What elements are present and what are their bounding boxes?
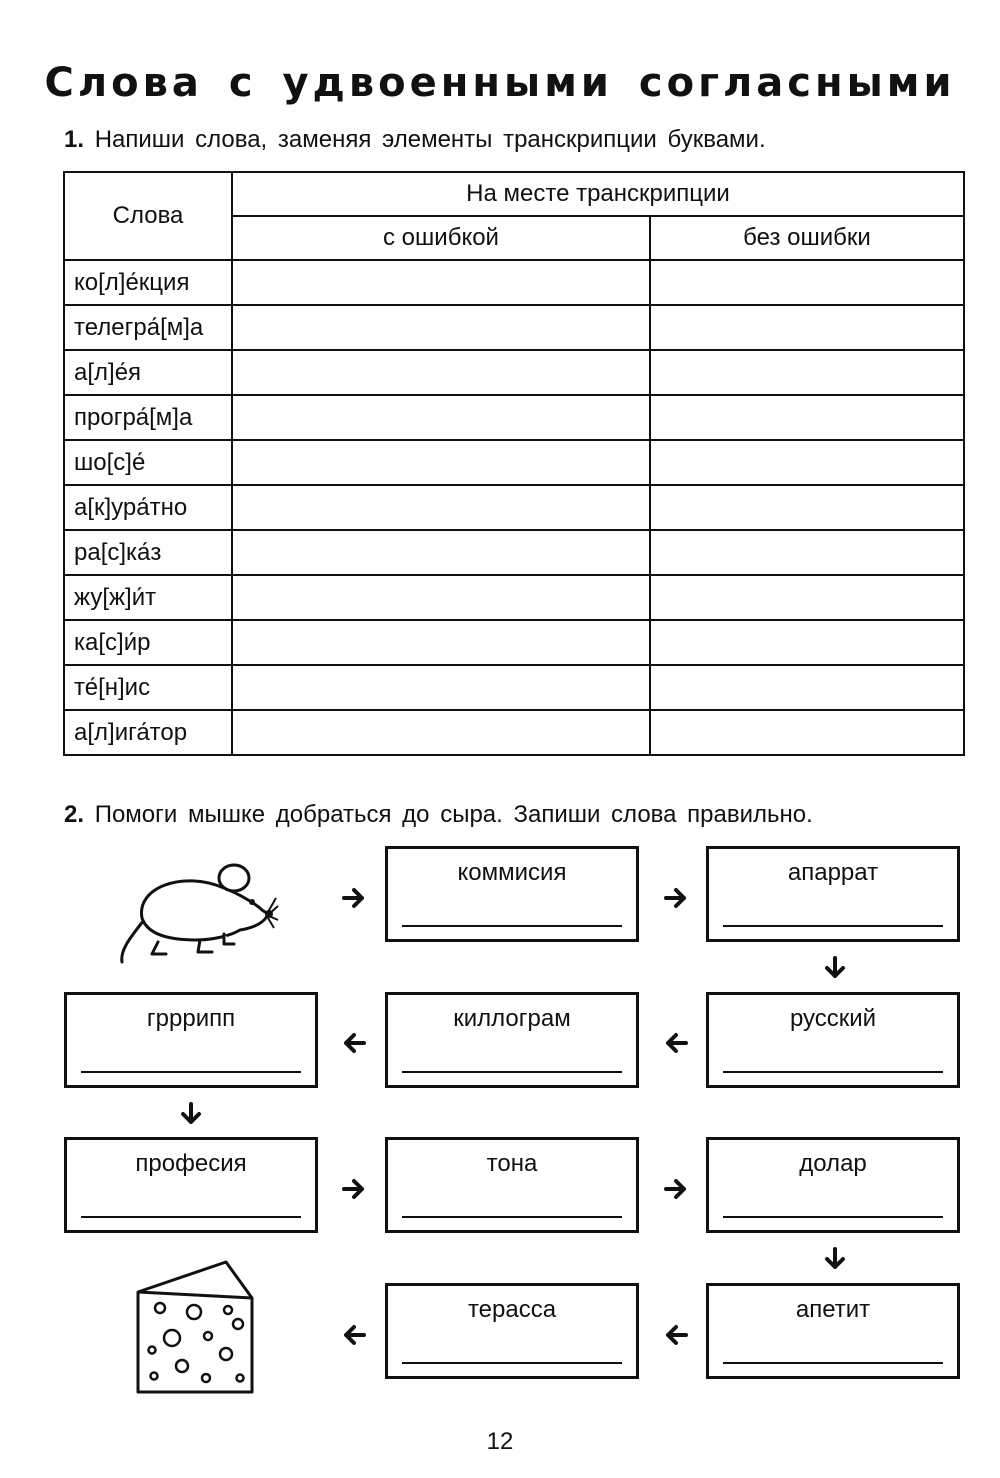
task-2-number: 2. <box>64 801 85 828</box>
answer-line[interactable] <box>402 1362 622 1364</box>
answer-cell-with-error[interactable] <box>232 305 650 350</box>
maze-word: коммисия <box>457 859 567 886</box>
answer-cell-with-error[interactable] <box>232 440 650 485</box>
arrow-down-icon <box>822 1246 848 1272</box>
maze-word: тона <box>486 1150 538 1177</box>
table-row <box>64 620 964 665</box>
answer-cell-without-error[interactable] <box>650 575 964 620</box>
row-word: а[к]ура́тно <box>64 485 232 530</box>
table-row <box>64 665 964 710</box>
header-with-error: с ошибкой <box>232 216 650 260</box>
task-1-instruction <box>64 126 766 154</box>
row-word: те́[н]ис <box>64 665 232 710</box>
header-without-error: без ошибки <box>650 216 964 260</box>
answer-cell-with-error[interactable] <box>232 350 650 395</box>
answer-line[interactable] <box>723 1071 943 1073</box>
table-row <box>64 305 964 350</box>
transcription-table <box>63 171 965 756</box>
page-title: Слова с удвоенными согласными <box>44 60 956 106</box>
task-1-number: 1. <box>64 126 85 153</box>
maze-word-box <box>64 1137 318 1233</box>
arrow-down-icon <box>822 955 848 981</box>
cheese-icon <box>134 1258 258 1394</box>
arrow-right-icon <box>663 885 689 911</box>
answer-cell-without-error[interactable] <box>650 260 964 305</box>
answer-cell-with-error[interactable] <box>232 620 650 665</box>
table-row <box>64 395 964 440</box>
arrow-right-icon <box>341 885 367 911</box>
header-transcription-place: На месте транскрипции <box>232 172 964 216</box>
answer-cell-without-error[interactable] <box>650 530 964 575</box>
maze-word: киллограм <box>453 1005 571 1032</box>
maze-word-box <box>706 846 960 942</box>
answer-cell-without-error[interactable] <box>650 485 964 530</box>
mouse-icon <box>112 858 282 970</box>
maze-word: терасса <box>467 1296 557 1323</box>
answer-line[interactable] <box>402 1216 622 1218</box>
answer-cell-without-error[interactable] <box>650 620 964 665</box>
maze-word: русский <box>789 1005 877 1032</box>
task-1-text: Напиши слова, заменяя элементы транскрипции буквами. <box>94 126 766 153</box>
table-row <box>64 575 964 620</box>
answer-cell-with-error[interactable] <box>232 575 650 620</box>
answer-cell-with-error[interactable] <box>232 395 650 440</box>
maze-word: апетит <box>795 1296 871 1323</box>
row-word: жу[ж]и́т <box>64 575 232 620</box>
maze-word-box <box>706 992 960 1088</box>
arrow-left-icon <box>341 1322 367 1348</box>
answer-cell-without-error[interactable] <box>650 350 964 395</box>
table-row <box>64 530 964 575</box>
task-2-text: Помоги мышке добраться до сыра. Запиши слова правильно. <box>94 801 813 828</box>
answer-cell-with-error[interactable] <box>232 260 650 305</box>
maze-word-box <box>385 992 639 1088</box>
answer-line[interactable] <box>723 1216 943 1218</box>
answer-line[interactable] <box>723 1362 943 1364</box>
arrow-left-icon <box>341 1030 367 1056</box>
arrow-right-icon <box>663 1176 689 1202</box>
answer-cell-with-error[interactable] <box>232 710 650 755</box>
table-row <box>64 260 964 305</box>
row-word: шо[с]е́ <box>64 440 232 485</box>
answer-line[interactable] <box>402 1071 622 1073</box>
answer-cell-without-error[interactable] <box>650 665 964 710</box>
answer-line[interactable] <box>723 925 943 927</box>
table-row <box>64 350 964 395</box>
arrow-left-icon <box>663 1030 689 1056</box>
maze-word-box <box>385 846 639 942</box>
maze-word-box <box>706 1283 960 1379</box>
task-2-instruction <box>64 801 813 829</box>
header-words: Слова <box>64 172 232 260</box>
maze-word-box <box>706 1137 960 1233</box>
arrow-right-icon <box>341 1176 367 1202</box>
answer-cell-without-error[interactable] <box>650 710 964 755</box>
page-number: 12 <box>486 1428 514 1455</box>
arrow-left-icon <box>663 1322 689 1348</box>
maze-word: професия <box>135 1150 247 1177</box>
maze-word: апаррат <box>787 859 879 886</box>
maze-word: грррипп <box>146 1005 236 1032</box>
answer-cell-without-error[interactable] <box>650 395 964 440</box>
answer-cell-with-error[interactable] <box>232 530 650 575</box>
table-row <box>64 485 964 530</box>
answer-line[interactable] <box>81 1216 301 1218</box>
arrow-down-icon <box>178 1101 204 1127</box>
row-word: ра[с]ка́з <box>64 530 232 575</box>
table-row <box>64 440 964 485</box>
row-word: а[л]ига́тор <box>64 710 232 755</box>
answer-line[interactable] <box>402 925 622 927</box>
maze-word: долар <box>799 1150 867 1177</box>
maze-word-box <box>64 992 318 1088</box>
answer-line[interactable] <box>81 1071 301 1073</box>
answer-cell-without-error[interactable] <box>650 305 964 350</box>
answer-cell-with-error[interactable] <box>232 665 650 710</box>
maze-word-box <box>385 1137 639 1233</box>
table-row <box>64 710 964 755</box>
row-word: ка[с]и́р <box>64 620 232 665</box>
row-word: програ́[м]а <box>64 395 232 440</box>
maze-word-box <box>385 1283 639 1379</box>
answer-cell-with-error[interactable] <box>232 485 650 530</box>
answer-cell-without-error[interactable] <box>650 440 964 485</box>
row-word: ко[л]е́кция <box>64 260 232 305</box>
row-word: а[л]е́я <box>64 350 232 395</box>
row-word: телегра́[м]а <box>64 305 232 350</box>
